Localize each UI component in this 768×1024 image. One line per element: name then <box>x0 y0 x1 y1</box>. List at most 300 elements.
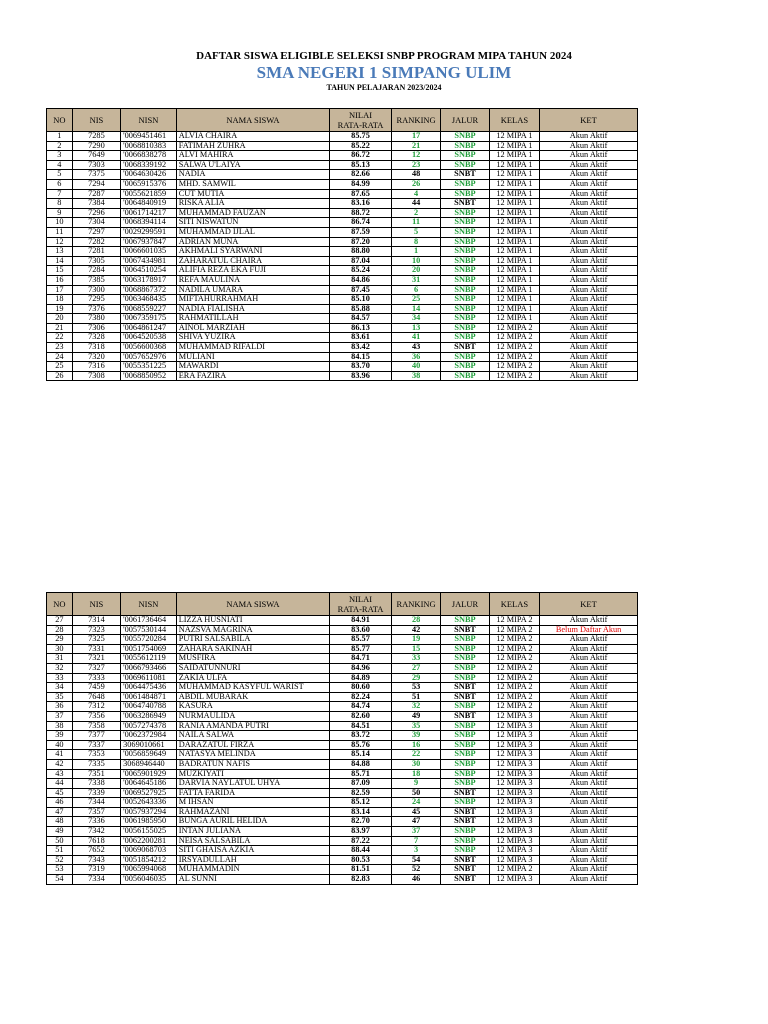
table-row <box>47 179 638 189</box>
cell-jalur: SNBP <box>441 141 489 151</box>
cell-ranking: 6 <box>391 285 440 295</box>
cell-ranking: 35 <box>391 721 440 731</box>
cell-nisn: '0069527925 <box>121 788 177 798</box>
cell-nis: 7316 <box>72 362 120 372</box>
cell-nilai: 87.09 <box>330 779 392 789</box>
cell-nis: 7357 <box>72 807 120 817</box>
col-nilai <box>330 109 392 132</box>
cell-jalur: SNBP <box>441 616 489 626</box>
cell-ket: Akun Aktif <box>540 160 638 170</box>
cell-nama: SITI NISWATUN <box>176 218 329 228</box>
cell-nisn: '0051854212 <box>121 855 177 865</box>
cell-nis: 7335 <box>72 759 120 769</box>
cell-no: 9 <box>47 208 73 218</box>
cell-ket: Akun Aktif <box>540 731 638 741</box>
cell-nama: CUT MUTIA <box>176 189 329 199</box>
cell-ranking: 4 <box>391 189 440 199</box>
cell-ranking: 43 <box>391 343 440 353</box>
cell-nisn: '0063286949 <box>121 711 177 721</box>
cell-no: 34 <box>47 683 73 693</box>
cell-kelas: 12 MIPA 3 <box>489 798 539 808</box>
cell-nilai: 88.72 <box>330 208 392 218</box>
cell-jalur: SNBT <box>441 692 489 702</box>
table-row <box>47 333 638 343</box>
cell-nisn: '0055612119 <box>121 654 177 664</box>
cell-nilai: 88.80 <box>330 247 392 257</box>
cell-no: 26 <box>47 371 73 381</box>
cell-ket: Akun Aktif <box>540 673 638 683</box>
cell-nama: NEISA SALSABILA <box>176 836 329 846</box>
cell-no: 37 <box>47 711 73 721</box>
cell-jalur: SNBP <box>441 208 489 218</box>
cell-ket: Akun Aktif <box>540 798 638 808</box>
cell-nis: 7294 <box>72 179 120 189</box>
cell-nis: 7318 <box>72 343 120 353</box>
cell-jalur: SNBP <box>441 644 489 654</box>
cell-nisn: '0066793466 <box>121 663 177 673</box>
cell-nama: LIZZA HUSNIATI <box>176 616 329 626</box>
cell-nis: 7323 <box>72 625 120 635</box>
cell-no: 43 <box>47 769 73 779</box>
cell-nis: 7327 <box>72 663 120 673</box>
cell-ranking: 46 <box>391 875 440 885</box>
col-no: NO <box>47 593 73 616</box>
table-row <box>47 635 638 645</box>
cell-nilai: 83.61 <box>330 333 392 343</box>
cell-jalur: SNBP <box>441 798 489 808</box>
cell-nama: NAZSVA MAGRINA <box>176 625 329 635</box>
col-nilai-line1: NILAI <box>348 594 373 604</box>
table-row <box>47 827 638 837</box>
cell-ket: Akun Aktif <box>540 827 638 837</box>
col-nama: NAMA SISWA <box>176 593 329 616</box>
cell-ranking: 13 <box>391 323 440 333</box>
cell-no: 33 <box>47 673 73 683</box>
cell-nis: 7304 <box>72 218 120 228</box>
cell-nisn: '0056046035 <box>121 875 177 885</box>
cell-kelas: 12 MIPA 3 <box>489 836 539 846</box>
col-nis: NIS <box>72 109 120 132</box>
table-row <box>47 237 638 247</box>
cell-kelas: 12 MIPA 2 <box>489 654 539 664</box>
table-row <box>47 208 638 218</box>
cell-nis: 7328 <box>72 333 120 343</box>
cell-no: 32 <box>47 663 73 673</box>
cell-ranking: 42 <box>391 625 440 635</box>
cell-ket: Belum Daftar Akun <box>540 625 638 635</box>
cell-no: 45 <box>47 788 73 798</box>
cell-no: 35 <box>47 692 73 702</box>
cell-kelas: 12 MIPA 2 <box>489 362 539 372</box>
cell-jalur: SNBP <box>441 266 489 276</box>
cell-nis: 7377 <box>72 731 120 741</box>
cell-jalur: SNBP <box>441 731 489 741</box>
table-row <box>47 352 638 362</box>
cell-nama: IRSYADULLAH <box>176 855 329 865</box>
school-name: SMA NEGERI 1 SIMPANG ULIM <box>256 63 512 82</box>
cell-no: 39 <box>47 731 73 741</box>
cell-nama: PUTRI SALSABILA <box>176 635 329 645</box>
cell-ranking: 41 <box>391 333 440 343</box>
table-row <box>47 769 638 779</box>
cell-jalur: SNBP <box>441 769 489 779</box>
col-jalur: JALUR <box>441 109 489 132</box>
cell-nilai: 84.96 <box>330 663 392 673</box>
table-row <box>47 798 638 808</box>
cell-nisn: '0029299591 <box>121 227 177 237</box>
cell-nilai: 82.66 <box>330 170 392 180</box>
cell-jalur: SNBP <box>441 759 489 769</box>
cell-no: 3 <box>47 151 73 161</box>
cell-nis: 7376 <box>72 304 120 314</box>
cell-ket: Akun Aktif <box>540 740 638 750</box>
cell-kelas: 12 MIPA 2 <box>489 333 539 343</box>
table-header-row <box>47 109 638 132</box>
cell-nis: 7337 <box>72 740 120 750</box>
cell-kelas: 12 MIPA 2 <box>489 343 539 353</box>
cell-ket: Akun Aktif <box>540 846 638 856</box>
cell-jalur: SNBT <box>441 711 489 721</box>
table-row <box>47 750 638 760</box>
cell-nis: 7358 <box>72 721 120 731</box>
cell-ranking: 5 <box>391 227 440 237</box>
cell-nis: 7648 <box>72 692 120 702</box>
table-body-2 <box>47 616 638 885</box>
cell-ranking: 11 <box>391 218 440 228</box>
cell-ket: Akun Aktif <box>540 362 638 372</box>
cell-ranking: 27 <box>391 663 440 673</box>
cell-ket: Akun Aktif <box>540 151 638 161</box>
cell-nama: ZAHARATUL CHAIRA <box>176 256 329 266</box>
cell-nama: NADIA <box>176 170 329 180</box>
cell-nilai: 83.72 <box>330 731 392 741</box>
cell-nama: ADRIAN MUNA <box>176 237 329 247</box>
cell-nilai: 82.59 <box>330 788 392 798</box>
cell-nilai: 84.57 <box>330 314 392 324</box>
cell-kelas: 12 MIPA 3 <box>489 731 539 741</box>
cell-jalur: SNBP <box>441 179 489 189</box>
cell-jalur: SNBP <box>441 247 489 257</box>
cell-nisn: '0056155025 <box>121 827 177 837</box>
cell-nisn: '0055351225 <box>121 362 177 372</box>
table-row <box>47 362 638 372</box>
cell-no: 20 <box>47 314 73 324</box>
cell-ranking: 47 <box>391 817 440 827</box>
cell-nama: NURMAULIDA <box>176 711 329 721</box>
cell-nama: SAIDATUNNURI <box>176 663 329 673</box>
cell-ranking: 19 <box>391 635 440 645</box>
cell-nama: RANIA AMANDA PUTRI <box>176 721 329 731</box>
col-nisn: NISN <box>121 109 177 132</box>
cell-nama: DARAZATUL FIRZA <box>176 740 329 750</box>
table-row <box>47 295 638 305</box>
cell-ranking: 28 <box>391 616 440 626</box>
cell-nilai: 84.86 <box>330 275 392 285</box>
cell-nisn: 3069010661 <box>121 740 177 750</box>
cell-nama: NADIA FIALISHA <box>176 304 329 314</box>
cell-nilai: 87.20 <box>330 237 392 247</box>
cell-nilai: 81.51 <box>330 865 392 875</box>
cell-nilai: 83.14 <box>330 807 392 817</box>
cell-ranking: 33 <box>391 654 440 664</box>
cell-nis: 7281 <box>72 247 120 257</box>
table-row <box>47 151 638 161</box>
cell-no: 47 <box>47 807 73 817</box>
table-row <box>47 323 638 333</box>
cell-nama: MAWARDI <box>176 362 329 372</box>
cell-nis: 7285 <box>72 132 120 142</box>
table-row <box>47 266 638 276</box>
table-row <box>47 189 638 199</box>
cell-nilai: 83.70 <box>330 362 392 372</box>
cell-nilai: 82.24 <box>330 692 392 702</box>
cell-kelas: 12 MIPA 1 <box>489 266 539 276</box>
cell-nisn: '0061736464 <box>121 616 177 626</box>
cell-no: 46 <box>47 798 73 808</box>
cell-ket: Akun Aktif <box>540 275 638 285</box>
cell-no: 7 <box>47 189 73 199</box>
cell-jalur: SNBT <box>441 807 489 817</box>
cell-no: 17 <box>47 285 73 295</box>
cell-nisn: '0069611081 <box>121 673 177 683</box>
cell-ranking: 21 <box>391 141 440 151</box>
cell-nisn: '0066601035 <box>121 247 177 257</box>
cell-nis: 7343 <box>72 855 120 865</box>
cell-no: 48 <box>47 817 73 827</box>
cell-jalur: SNBT <box>441 343 489 353</box>
cell-ket: Akun Aktif <box>540 141 638 151</box>
table-row <box>47 170 638 180</box>
table-row <box>47 740 638 750</box>
student-table-2 <box>46 592 638 885</box>
cell-ranking: 7 <box>391 836 440 846</box>
cell-no: 36 <box>47 702 73 712</box>
cell-jalur: SNBP <box>441 227 489 237</box>
cell-ket: Akun Aktif <box>540 654 638 664</box>
table-header-row <box>47 593 638 616</box>
cell-ket: Akun Aktif <box>540 343 638 353</box>
cell-nilai: 87.22 <box>330 836 392 846</box>
cell-no: 6 <box>47 179 73 189</box>
table-row <box>47 875 638 885</box>
cell-nama: MUSFIRA <box>176 654 329 664</box>
cell-jalur: SNBP <box>441 132 489 142</box>
cell-kelas: 12 MIPA 1 <box>489 314 539 324</box>
cell-nisn: '0061985950 <box>121 817 177 827</box>
cell-jalur: SNBP <box>441 635 489 645</box>
cell-jalur: SNBP <box>441 702 489 712</box>
cell-nilai: 87.04 <box>330 256 392 266</box>
table-row <box>47 702 638 712</box>
cell-nis: 7331 <box>72 644 120 654</box>
cell-ket: Akun Aktif <box>540 333 638 343</box>
cell-nisn: '0068394114 <box>121 218 177 228</box>
cell-nis: 7287 <box>72 189 120 199</box>
cell-nis: 7353 <box>72 750 120 760</box>
cell-ket: Akun Aktif <box>540 371 638 381</box>
cell-ranking: 39 <box>391 731 440 741</box>
cell-nis: 7284 <box>72 266 120 276</box>
cell-nisn: '0066838278 <box>121 151 177 161</box>
table-row <box>47 836 638 846</box>
cell-nisn: '0069068703 <box>121 846 177 856</box>
cell-nis: 7295 <box>72 295 120 305</box>
cell-nis: 7384 <box>72 199 120 209</box>
cell-ranking: 52 <box>391 865 440 875</box>
cell-nis: 7282 <box>72 237 120 247</box>
cell-nisn: '0065901929 <box>121 769 177 779</box>
cell-kelas: 12 MIPA 1 <box>489 295 539 305</box>
table-row <box>47 788 638 798</box>
cell-no: 44 <box>47 779 73 789</box>
cell-nilai: 84.71 <box>330 654 392 664</box>
cell-nisn: '0063178917 <box>121 275 177 285</box>
table-row <box>47 247 638 257</box>
cell-kelas: 12 MIPA 3 <box>489 827 539 837</box>
table-row <box>47 371 638 381</box>
cell-nilai: 83.96 <box>330 371 392 381</box>
cell-jalur: SNBP <box>441 295 489 305</box>
cell-jalur: SNBP <box>441 836 489 846</box>
cell-ket: Akun Aktif <box>540 711 638 721</box>
cell-nilai: 85.13 <box>330 160 392 170</box>
cell-nilai: 83.42 <box>330 343 392 353</box>
cell-nis: 7297 <box>72 227 120 237</box>
cell-nisn: '0051754069 <box>121 644 177 654</box>
cell-no: 18 <box>47 295 73 305</box>
cell-nisn: '0056859649 <box>121 750 177 760</box>
cell-nama: SALWA U'LAIYA <box>176 160 329 170</box>
cell-kelas: 12 MIPA 3 <box>489 759 539 769</box>
cell-nama: ALVI MAHIRA <box>176 151 329 161</box>
cell-ranking: 1 <box>391 247 440 257</box>
cell-jalur: SNBP <box>441 189 489 199</box>
cell-jalur: SNBT <box>441 199 489 209</box>
cell-nilai: 83.16 <box>330 199 392 209</box>
cell-ranking: 48 <box>391 170 440 180</box>
cell-jalur: SNBP <box>441 827 489 837</box>
cell-nilai: 80.60 <box>330 683 392 693</box>
cell-no: 4 <box>47 160 73 170</box>
cell-nisn: '0057652976 <box>121 352 177 362</box>
table-row <box>47 218 638 228</box>
cell-nama: SITI GHAISA AZKIA <box>176 846 329 856</box>
cell-kelas: 12 MIPA 2 <box>489 702 539 712</box>
cell-nisn: '0057530144 <box>121 625 177 635</box>
cell-nilai: 84.91 <box>330 616 392 626</box>
document-title: DAFTAR SISWA ELIGIBLE SELEKSI SNBP PROGRAM MIPA TAHUN 2024 <box>196 50 572 62</box>
cell-kelas: 12 MIPA 1 <box>489 275 539 285</box>
cell-ranking: 2 <box>391 208 440 218</box>
cell-nama: NAILA SALWA <box>176 731 329 741</box>
student-table-1 <box>46 108 638 381</box>
cell-nisn: '0067359175 <box>121 314 177 324</box>
col-nilai <box>330 593 392 616</box>
cell-ket: Akun Aktif <box>540 132 638 142</box>
cell-ket: Akun Aktif <box>540 855 638 865</box>
cell-nisn: '0061484871 <box>121 692 177 702</box>
cell-ket: Akun Aktif <box>540 314 638 324</box>
col-kelas: KELAS <box>489 109 539 132</box>
cell-kelas: 12 MIPA 3 <box>489 721 539 731</box>
cell-jalur: SNBP <box>441 160 489 170</box>
cell-jalur: SNBP <box>441 237 489 247</box>
cell-nama: ALIFIA REZA EKA FUJI <box>176 266 329 276</box>
cell-ranking: 22 <box>391 750 440 760</box>
cell-ranking: 32 <box>391 702 440 712</box>
cell-jalur: SNBP <box>441 362 489 372</box>
cell-ranking: 23 <box>391 160 440 170</box>
cell-nisn: '0052643336 <box>121 798 177 808</box>
table-row <box>47 199 638 209</box>
cell-nis: 7306 <box>72 323 120 333</box>
cell-kelas: 12 MIPA 3 <box>489 788 539 798</box>
table-row <box>47 759 638 769</box>
cell-ranking: 12 <box>391 151 440 161</box>
cell-ranking: 40 <box>391 362 440 372</box>
cell-nama: ERA FAZIRA <box>176 371 329 381</box>
cell-nisn: '0064475436 <box>121 683 177 693</box>
cell-nisn: '0069451461 <box>121 132 177 142</box>
cell-nama: FATIMAH ZUHRA <box>176 141 329 151</box>
cell-jalur: SNBT <box>441 855 489 865</box>
cell-kelas: 12 MIPA 3 <box>489 855 539 865</box>
cell-no: 8 <box>47 199 73 209</box>
table-body-1 <box>47 132 638 381</box>
cell-no: 40 <box>47 740 73 750</box>
cell-no: 53 <box>47 865 73 875</box>
cell-nisn: '0068339192 <box>121 160 177 170</box>
cell-nisn: '0064740788 <box>121 702 177 712</box>
cell-no: 19 <box>47 304 73 314</box>
cell-kelas: 12 MIPA 2 <box>489 371 539 381</box>
cell-nisn: '0062200281 <box>121 836 177 846</box>
cell-nis: 7338 <box>72 779 120 789</box>
cell-nama: AL SUNNI <box>176 875 329 885</box>
cell-ranking: 44 <box>391 199 440 209</box>
cell-nis: 7652 <box>72 846 120 856</box>
cell-no: 23 <box>47 343 73 353</box>
cell-kelas: 12 MIPA 1 <box>489 256 539 266</box>
cell-nis: 7290 <box>72 141 120 151</box>
cell-nama: INTAN JULIANA <box>176 827 329 837</box>
cell-nama: ZAHARA SAKINAH <box>176 644 329 654</box>
cell-nisn: '0067937847 <box>121 237 177 247</box>
cell-nis: 7308 <box>72 371 120 381</box>
cell-nis: 7321 <box>72 654 120 664</box>
cell-nilai: 85.75 <box>330 132 392 142</box>
cell-nis: 7618 <box>72 836 120 846</box>
cell-jalur: SNBP <box>441 218 489 228</box>
cell-nis: 7649 <box>72 151 120 161</box>
cell-nis: 7303 <box>72 160 120 170</box>
cell-kelas: 12 MIPA 1 <box>489 237 539 247</box>
cell-nama: MUHAMMAD IJLAL <box>176 227 329 237</box>
cell-nilai: 85.14 <box>330 750 392 760</box>
cell-kelas: 12 MIPA 2 <box>489 635 539 645</box>
cell-kelas: 12 MIPA 1 <box>489 189 539 199</box>
table-row <box>47 343 638 353</box>
cell-nisn: '0057274378 <box>121 721 177 731</box>
cell-nama: ABDIL MUBARAK <box>176 692 329 702</box>
cell-nilai: 85.10 <box>330 295 392 305</box>
cell-nama: DARVIA NAYLATUL UHYA <box>176 779 329 789</box>
cell-kelas: 12 MIPA 1 <box>489 160 539 170</box>
cell-nis: 7296 <box>72 208 120 218</box>
cell-ranking: 31 <box>391 275 440 285</box>
cell-nama: MUHAMMAD KASYFUL WARIST <box>176 683 329 693</box>
cell-ket: Akun Aktif <box>540 875 638 885</box>
